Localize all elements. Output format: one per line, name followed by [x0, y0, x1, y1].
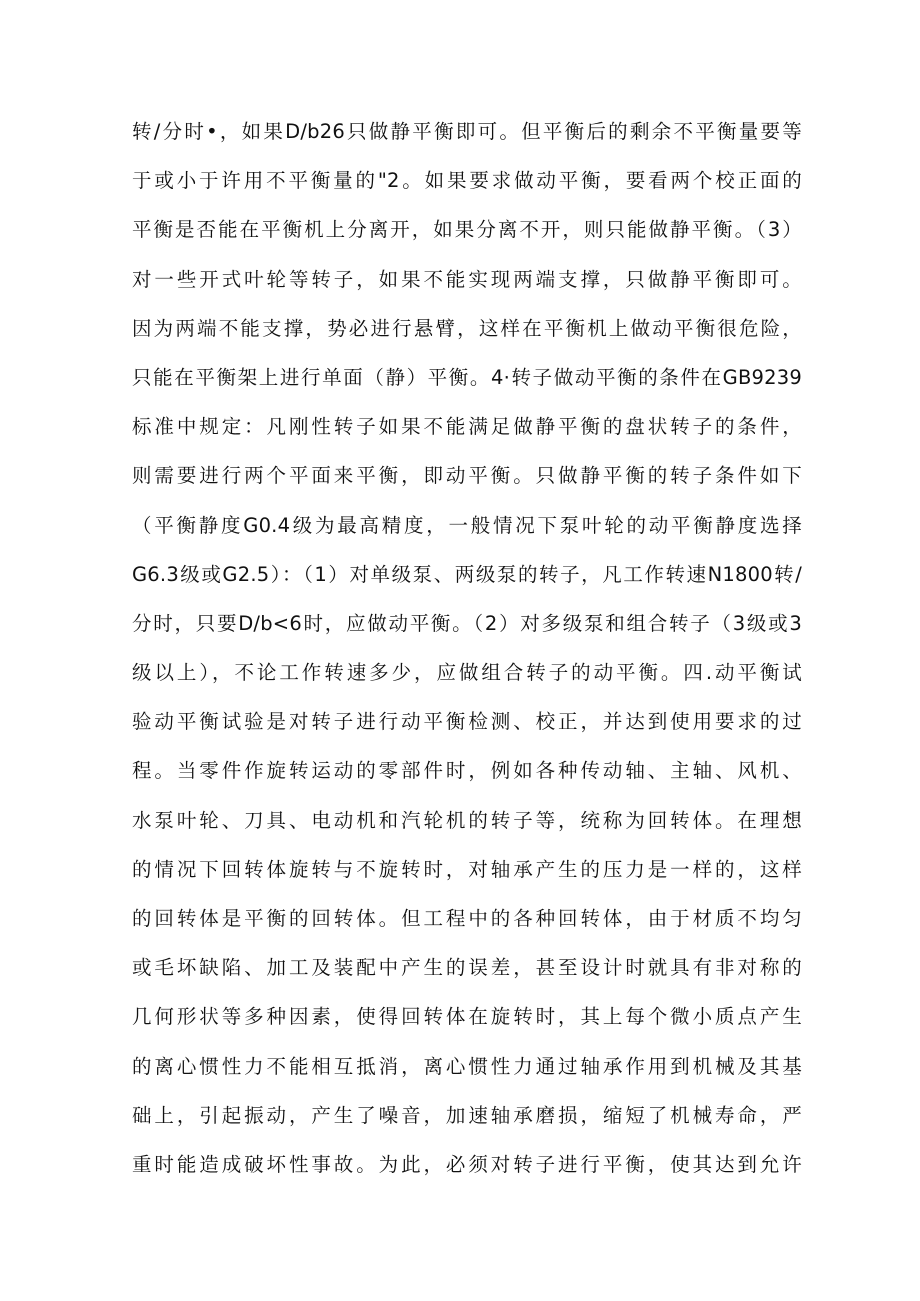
- text-line: 于或小于许用不平衡量的"2。如果要求做动平衡，要看两个校正面的: [132, 169, 802, 193]
- text-line: 对一些开式叶轮等转子，如果不能实现两端支撑，只做静平衡即可。: [132, 267, 802, 291]
- text-line: 程。当零件作旋转运动的零部件时，例如各种传动轴、主轴、风机、: [132, 759, 802, 783]
- text-line: 只能在平衡架上进行单面（静）平衡。4·转子做动平衡的条件在GB9239: [132, 365, 802, 389]
- body-text: [132, 107, 802, 1189]
- text-line: 的离心惯性力不能相互抵消，离心惯性力通过轴承作用到机械及其基: [132, 1054, 802, 1078]
- text-line: 水泵叶轮、刀具、电动机和汽轮机的转子等，统称为回转体。在理想: [132, 808, 802, 832]
- text-line: 级以上），不论工作转速多少，应做组合转子的动平衡。四.动平衡试: [132, 661, 802, 685]
- text-line: 的情况下回转体旋转与不旋转时，对轴承产生的压力是一样的，这样: [132, 857, 802, 881]
- text-line: 转/分时•，如果D/b26只做静平衡即可。但平衡后的剩余不平衡量要等: [132, 120, 802, 143]
- text-line: 重时能造成破坏性事故。为此，必须对转子进行平衡，使其达到允许: [132, 1152, 802, 1176]
- text-line: 平衡是否能在平衡机上分离开，如果分离不开，则只能做静平衡。（3）: [132, 218, 802, 242]
- text-line: 的回转体是平衡的回转体。但工程中的各种回转体，由于材质不均匀: [132, 907, 802, 930]
- text-line: 标准中规定：凡刚性转子如果不能满足做静平衡的盘状转子的条件，: [132, 415, 802, 439]
- text-line: 或毛坏缺陷、加工及装配中产生的误差，甚至设计时就具有非对称的: [132, 956, 802, 980]
- text-line: 几何形状等多种因素，使得回转体在旋转时，其上每个微小质点产生: [132, 1005, 802, 1029]
- text-line: 验动平衡试验是对转子进行动平衡检测、校正，并达到使用要求的过: [132, 710, 802, 734]
- text-line: 分时，只要D/b<6时，应做动平衡。（2）对多级泵和组合转子（3级或3: [132, 611, 802, 635]
- text-line: G6.3级或G2.5）：（1）对单级泵、两级泵的转子，凡工作转速N1800转/: [132, 562, 802, 586]
- text-line: （平衡静度G0.4级为最高精度，一般情况下泵叶轮的动平衡静度选择: [132, 513, 802, 537]
- text-line: 则需要进行两个平面来平衡，即动平衡。只做静平衡的转子条件如下: [132, 464, 802, 488]
- text-line: 因为两端不能支撑，势必进行悬臂，这样在平衡机上做动平衡很危险，: [132, 316, 802, 340]
- text-line: 础上，引起振动，产生了噪音，加速轴承磨损，缩短了机械寿命，严: [132, 1103, 802, 1127]
